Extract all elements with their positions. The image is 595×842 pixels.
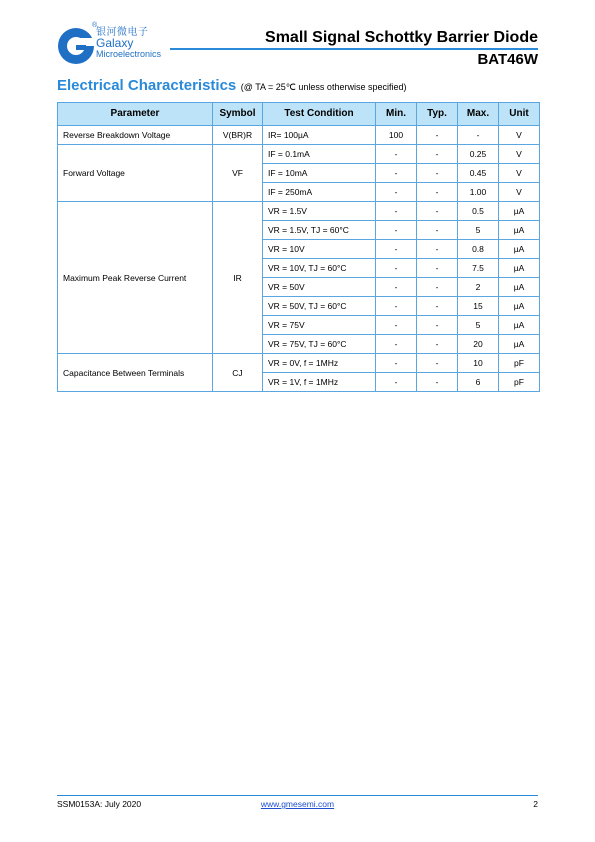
parameter-cell: Maximum Peak Reverse Current bbox=[58, 202, 213, 354]
condition-cell: VR = 75V bbox=[263, 316, 376, 335]
header-min: Min. bbox=[376, 103, 417, 126]
parameter-cell: Forward Voltage bbox=[58, 145, 213, 202]
min-cell: - bbox=[376, 164, 417, 183]
table-row bbox=[58, 202, 540, 221]
table-row bbox=[58, 126, 540, 145]
table-header-row bbox=[58, 103, 540, 126]
min-cell: - bbox=[376, 259, 417, 278]
condition-cell: IF = 250mA bbox=[263, 183, 376, 202]
max-cell: 2 bbox=[458, 278, 499, 297]
condition-cell: VR = 0V, f = 1MHz bbox=[263, 354, 376, 373]
min-cell: - bbox=[376, 278, 417, 297]
unit-cell: µA bbox=[499, 202, 540, 221]
max-cell: 0.45 bbox=[458, 164, 499, 183]
brand-name-en-sub: Microelectronics bbox=[96, 49, 162, 59]
header-typ: Typ. bbox=[417, 103, 458, 126]
condition-cell: VR = 10V, TJ = 60°C bbox=[263, 259, 376, 278]
unit-cell: µA bbox=[499, 259, 540, 278]
min-cell: - bbox=[376, 183, 417, 202]
condition-cell: VR = 50V, TJ = 60°C bbox=[263, 297, 376, 316]
table-row bbox=[58, 145, 540, 164]
condition-cell: IF = 10mA bbox=[263, 164, 376, 183]
typ-cell: - bbox=[417, 164, 458, 183]
typ-cell: - bbox=[417, 145, 458, 164]
section-title: Electrical Characteristics bbox=[57, 77, 237, 94]
max-cell: 5 bbox=[458, 221, 499, 240]
min-cell: - bbox=[376, 335, 417, 354]
min-cell: - bbox=[376, 354, 417, 373]
footer-center bbox=[0, 799, 595, 809]
document-id: SSM0153A: July 2020 bbox=[57, 799, 142, 809]
min-cell: - bbox=[376, 373, 417, 392]
unit-cell: µA bbox=[499, 221, 540, 240]
condition-cell: VR = 75V, TJ = 60°C bbox=[263, 335, 376, 354]
symbol-cell: IR bbox=[213, 202, 263, 354]
document-title: Small Signal Schottky Barrier Diode bbox=[265, 29, 538, 46]
condition-cell: IF = 0.1mA bbox=[263, 145, 376, 164]
page-number: 2 bbox=[533, 799, 538, 809]
max-cell: 10 bbox=[458, 354, 499, 373]
max-cell: 0.8 bbox=[458, 240, 499, 259]
logo-text bbox=[96, 28, 161, 59]
header-divider bbox=[170, 48, 538, 50]
unit-cell: V bbox=[499, 183, 540, 202]
max-cell: 0.25 bbox=[458, 145, 499, 164]
unit-cell: pF bbox=[499, 354, 540, 373]
max-cell: 6 bbox=[458, 373, 499, 392]
footer-divider bbox=[57, 795, 538, 796]
website-link[interactable]: www.gmesemi.com bbox=[260, 799, 335, 809]
condition-cell: IR= 100µA bbox=[263, 126, 376, 145]
max-cell: - bbox=[458, 126, 499, 145]
min-cell: 100 bbox=[376, 126, 417, 145]
typ-cell: - bbox=[417, 183, 458, 202]
company-logo bbox=[56, 24, 176, 68]
max-cell: 20 bbox=[458, 335, 499, 354]
max-cell: 1.00 bbox=[458, 183, 499, 202]
typ-cell: - bbox=[417, 221, 458, 240]
header-symbol: Symbol bbox=[213, 103, 263, 126]
condition-cell: VR = 1.5V, TJ = 60°C bbox=[263, 221, 376, 240]
unit-cell: V bbox=[499, 126, 540, 145]
registered-mark: ® bbox=[92, 22, 98, 29]
condition-cell: VR = 10V bbox=[263, 240, 376, 259]
typ-cell: - bbox=[417, 278, 458, 297]
typ-cell: - bbox=[417, 259, 458, 278]
min-cell: - bbox=[376, 221, 417, 240]
symbol-cell: VF bbox=[213, 145, 263, 202]
unit-cell: µA bbox=[499, 240, 540, 259]
typ-cell: - bbox=[417, 373, 458, 392]
condition-cell: VR = 1V, f = 1MHz bbox=[263, 373, 376, 392]
part-number: BAT46W bbox=[477, 51, 538, 68]
header-unit: Unit bbox=[499, 103, 540, 126]
symbol-cell: CJ bbox=[213, 354, 263, 392]
typ-cell: - bbox=[417, 335, 458, 354]
typ-cell: - bbox=[417, 126, 458, 145]
min-cell: - bbox=[376, 202, 417, 221]
parameter-cell: Reverse Breakdown Voltage bbox=[58, 126, 213, 145]
unit-cell: V bbox=[499, 164, 540, 183]
min-cell: - bbox=[376, 297, 417, 316]
min-cell: - bbox=[376, 240, 417, 259]
galaxy-g-logo-icon bbox=[56, 26, 96, 66]
parameter-cell: Capacitance Between Terminals bbox=[58, 354, 213, 392]
min-cell: - bbox=[376, 316, 417, 335]
header-condition: Test Condition bbox=[263, 103, 376, 126]
max-cell: 15 bbox=[458, 297, 499, 316]
unit-cell: pF bbox=[499, 373, 540, 392]
typ-cell: - bbox=[417, 297, 458, 316]
typ-cell: - bbox=[417, 354, 458, 373]
header-max: Max. bbox=[458, 103, 499, 126]
max-cell: 0.5 bbox=[458, 202, 499, 221]
section-condition: (@ TA = 25℃ unless otherwise specified) bbox=[240, 82, 407, 92]
brand-name-en: Galaxy bbox=[96, 36, 134, 50]
max-cell: 5 bbox=[458, 316, 499, 335]
section-heading bbox=[57, 77, 406, 95]
symbol-cell: V(BR)R bbox=[213, 126, 263, 145]
unit-cell: µA bbox=[499, 316, 540, 335]
unit-cell: µA bbox=[499, 335, 540, 354]
condition-cell: VR = 1.5V bbox=[263, 202, 376, 221]
table-row bbox=[58, 354, 540, 373]
unit-cell: µA bbox=[499, 278, 540, 297]
condition-cell: VR = 50V bbox=[263, 278, 376, 297]
unit-cell: µA bbox=[499, 297, 540, 316]
min-cell: - bbox=[376, 145, 417, 164]
electrical-characteristics-table bbox=[57, 102, 540, 392]
typ-cell: - bbox=[417, 316, 458, 335]
brand-name-cn: 银河微电子 bbox=[96, 27, 149, 38]
typ-cell: - bbox=[417, 202, 458, 221]
header-parameter: Parameter bbox=[58, 103, 213, 126]
unit-cell: V bbox=[499, 145, 540, 164]
max-cell: 7.5 bbox=[458, 259, 499, 278]
typ-cell: - bbox=[417, 240, 458, 259]
